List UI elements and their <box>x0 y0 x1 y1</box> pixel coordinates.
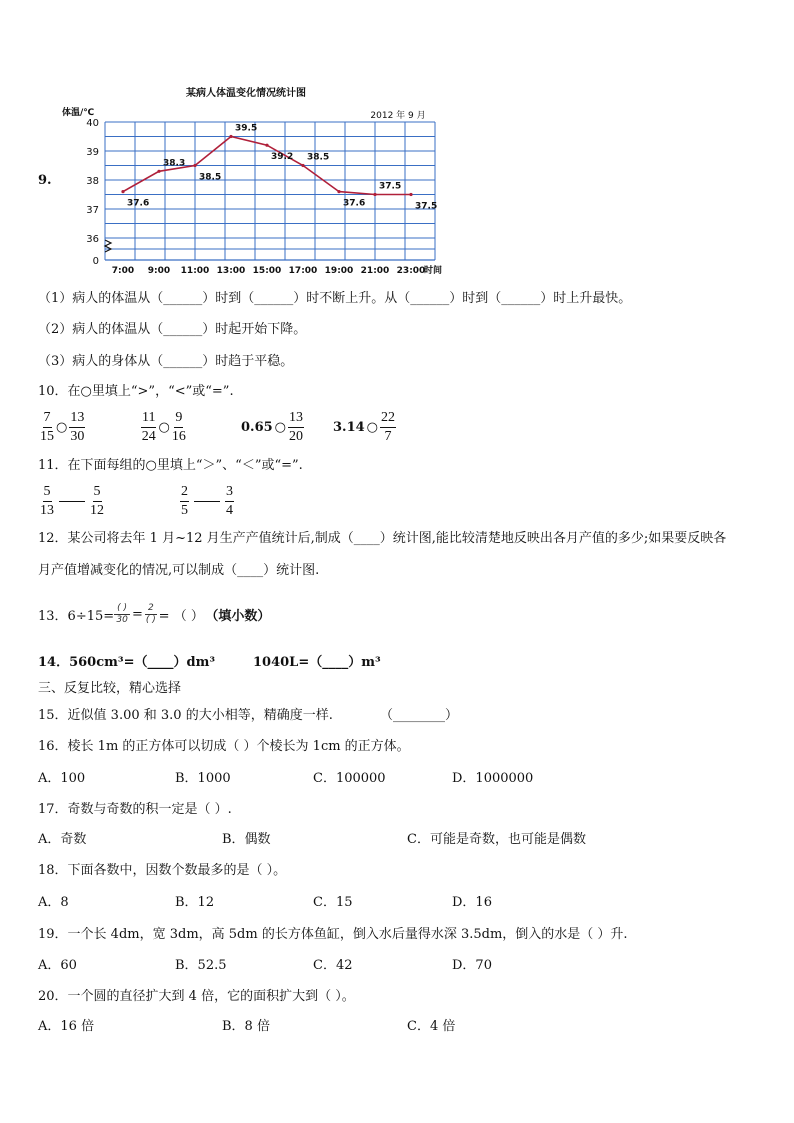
fraction: $\frac{2}{5}$ <box>181 484 188 518</box>
decimal-value: 0.65 <box>241 420 273 435</box>
q15-answer-blank[interactable]: （________） <box>380 708 459 723</box>
chart-date-label: 2012 年 9 月 <box>370 111 426 121</box>
x-tick-label: 7:00 <box>111 266 135 276</box>
data-point <box>265 144 268 147</box>
q18-option-c[interactable]: C．15 <box>313 895 353 910</box>
q19-option-a[interactable]: A．60 <box>38 958 77 973</box>
fraction: $\frac{3}{4}$ <box>226 484 233 518</box>
q10-item-2 <box>141 410 186 445</box>
decimal-value: 3.14 <box>333 420 365 435</box>
q19-text: 19．一个长 4dm，宽 3dm，高 5dm 的长方体鱼缸，倒入水后量得水深 3.5dm，倒入的水是（ ）升. <box>38 927 628 942</box>
data-point <box>157 170 160 173</box>
q9-subquestion-2: （2）病人的体温从（______）时起开始下降。 <box>38 322 307 337</box>
y-tick-label: 38 <box>86 176 99 187</box>
chart-svg <box>60 82 460 282</box>
y-tick-label: 37 <box>86 205 99 216</box>
fraction: $\frac{5}{13}$ <box>40 484 54 518</box>
q16-option-b[interactable]: B．1000 <box>175 771 231 786</box>
data-label: 38.5 <box>199 172 222 183</box>
y-tick-label: 39 <box>86 147 99 158</box>
data-label: 37.5 <box>379 181 402 192</box>
compare-circle[interactable]: ○ <box>274 420 287 435</box>
q18-text: 18．下面各数中，因数个数最多的是（ ）。 <box>38 863 287 878</box>
x-tick-label: 13:00 <box>216 266 246 276</box>
axis-break-zigzag <box>105 240 111 252</box>
data-label: 37.6 <box>127 198 150 209</box>
q18-option-a[interactable]: A．8 <box>38 895 69 910</box>
q18-option-d[interactable]: D．16 <box>452 895 492 910</box>
x-tick-label: 11:00 <box>180 266 210 276</box>
q11-text: 11．在下面每组的○里填上“＞”、“＜”或“=”. <box>38 458 303 473</box>
x-tick-label: 23:00 <box>396 266 426 276</box>
fraction: $\frac{13}{30}$ <box>70 410 85 444</box>
data-point <box>373 193 376 196</box>
data-point <box>301 164 304 167</box>
y-tick-label: 36 <box>86 234 99 245</box>
q10-item-1 <box>40 410 85 445</box>
fraction: $\frac{7}{15}$ <box>40 410 54 444</box>
fraction: $\frac{9}{16}$ <box>171 410 186 444</box>
compare-circle[interactable]: ○ <box>158 420 170 435</box>
q17-option-c[interactable]: C．可能是奇数，也可能是偶数 <box>407 832 586 847</box>
compare-blank[interactable] <box>194 501 220 502</box>
data-label: 37.6 <box>343 198 366 209</box>
data-label: 39.5 <box>235 123 258 134</box>
fraction: $\frac{11}{24}$ <box>141 410 156 444</box>
q11-item-1 <box>40 484 104 519</box>
fraction: $\frac{22}{7}$ <box>381 410 396 444</box>
q20-text: 20．一个圆的直径扩大到 4 倍，它的面积扩大到（ ）。 <box>38 989 355 1004</box>
q14-part-1: 14．560cm³=（____）dm³ <box>38 655 216 670</box>
x-tick-label: 9:00 <box>147 266 171 276</box>
q9-subquestion-1: （1）病人的体温从（______）时到（______）时不断上升。从（______）时到（______）时上升最快。 <box>38 291 632 306</box>
fraction: $\frac{2}{( )}$ <box>145 603 156 625</box>
q20-option-b[interactable]: B．8 倍 <box>222 1019 270 1034</box>
fraction: $\frac{( )}{30}$ <box>114 603 130 626</box>
q11-item-2 <box>180 484 234 519</box>
q19-option-c[interactable]: C．42 <box>313 958 353 973</box>
q19-option-b[interactable]: B．52.5 <box>175 958 227 973</box>
q17-option-b[interactable]: B．偶数 <box>222 832 271 847</box>
data-point <box>409 193 412 196</box>
section-3-heading: 三、反复比较，精心选择 <box>38 681 182 696</box>
q13-prefix: 13．6÷15= <box>38 609 115 624</box>
compare-circle[interactable]: ○ <box>366 420 379 435</box>
data-label: 37.5 <box>415 201 438 212</box>
q20-option-c[interactable]: C．4 倍 <box>407 1019 456 1034</box>
q15-text: 15．近似值 3.00 和 3.0 的大小相等，精确度一样. <box>38 708 333 723</box>
q13 <box>38 603 270 626</box>
q10-item-3 <box>241 410 304 445</box>
q10-text: 10．在○里填上“>”，“<”或“=”. <box>38 384 234 399</box>
q10-item-4 <box>333 410 396 445</box>
y-tick-label: 0 <box>92 256 99 267</box>
q17-option-a[interactable]: A．奇数 <box>38 832 87 847</box>
fraction: $\frac{5}{12}$ <box>90 484 104 518</box>
compare-blank[interactable] <box>59 501 85 502</box>
data-label: 38.5 <box>307 152 330 163</box>
q16-option-d[interactable]: D．1000000 <box>452 771 534 786</box>
data-point <box>193 164 196 167</box>
q9-subquestion-3: （3）病人的身体从（______）时趋于平稳。 <box>38 354 294 369</box>
q14-part-2: 1040L=（____）m³ <box>253 655 381 670</box>
q16-option-c[interactable]: C．100000 <box>313 771 386 786</box>
q13-suffix: （填小数） <box>211 609 271 624</box>
chart-y-axis-label: 体温/℃ <box>62 108 95 118</box>
q13-answer-blank: = （ ） <box>158 609 204 624</box>
question-number-9: 9. <box>38 173 52 188</box>
q12-line-2: 月产值增减变化的情况,可以制成（____）统计图. <box>38 563 320 578</box>
x-tick-label: 21:00 <box>360 266 390 276</box>
chart-x-axis-label: 时间 <box>424 266 443 276</box>
chart-title: 某病人体温变化情况统计图 <box>186 88 306 99</box>
equals-sign: = <box>132 607 143 622</box>
x-tick-label: 19:00 <box>324 266 354 276</box>
q19-option-d[interactable]: D．70 <box>452 958 492 973</box>
q17-text: 17．奇数与奇数的积一定是（ ）. <box>38 802 232 817</box>
data-point <box>229 135 232 138</box>
q16-option-a[interactable]: A．100 <box>38 771 86 786</box>
compare-circle[interactable]: ○ <box>56 420 68 435</box>
q12-line-1: 12．某公司将去年 1 月~12 月生产产值统计后,制成（____）统计图,能比较清楚地反映出各月产值的多少;如果要反映各 <box>38 531 727 546</box>
q20-option-a[interactable]: A．16 倍 <box>38 1019 95 1034</box>
y-tick-label: 40 <box>86 118 99 129</box>
x-tick-label: 15:00 <box>252 266 282 276</box>
data-point <box>121 190 124 193</box>
fraction: $\frac{13}{20}$ <box>289 410 304 444</box>
x-tick-label: 17:00 <box>288 266 318 276</box>
data-point <box>337 190 340 193</box>
data-label: 39.2 <box>271 152 294 163</box>
data-label: 38.3 <box>163 158 186 169</box>
temperature-chart <box>60 82 460 282</box>
q16-text: 16．棱长 1m 的正方体可以切成（ ）个棱长为 1cm 的正方体。 <box>38 739 410 754</box>
q18-option-b[interactable]: B．12 <box>175 895 215 910</box>
